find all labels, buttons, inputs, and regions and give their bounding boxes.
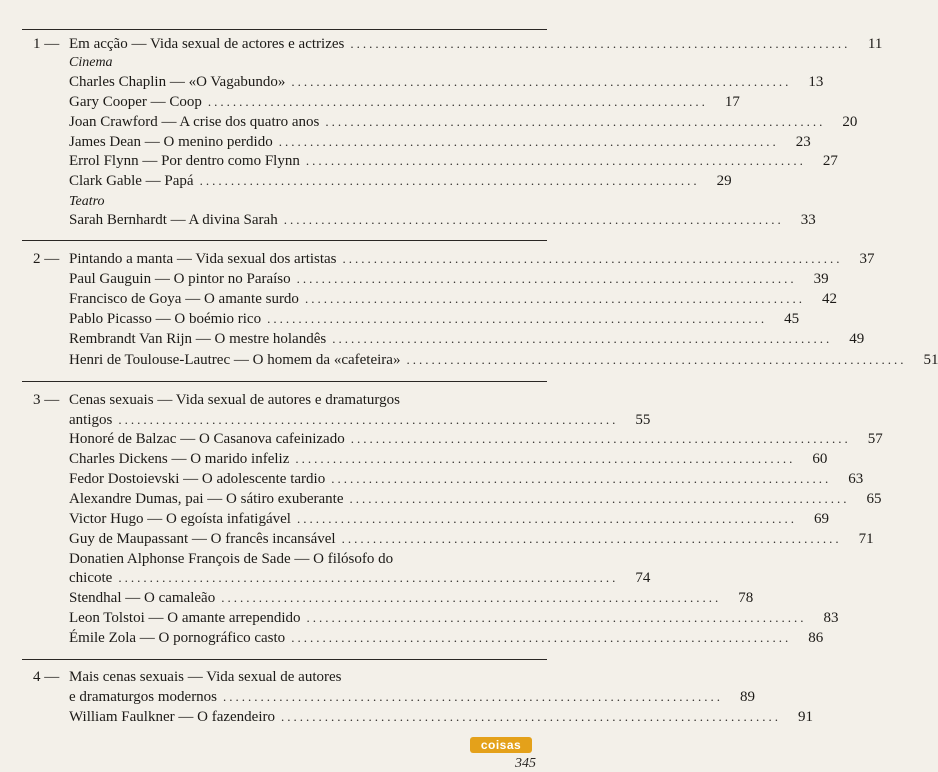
dot-leader: ................................................................................ [118,570,619,585]
toc-entry[interactable]: Paul Gauguin — O pintor no Paraíso ................................................................................ 39 [69,271,829,287]
toc-entry[interactable]: Clark Gable — Papá ................................................................................ 29 [69,173,732,189]
dot-leader: ................................................................................ [331,471,832,486]
dot-leader: ................................................................................ [349,491,850,506]
toc-entry[interactable]: Henri de Toulouse-Lautrec — O homem da «cafeteira» ................................................................................ 51 [69,352,938,368]
dot-leader: ................................................................................ [341,531,842,546]
section-number: 4 — [33,669,60,685]
section-rule [22,240,547,241]
dot-leader: ................................................................................ [118,412,619,427]
dot-leader: ................................................................................ [350,431,851,446]
dot-leader: ................................................................................ [223,689,724,704]
dot-leader: ................................................................................ [267,311,768,326]
toc-entry[interactable]: Honoré de Balzac — O Casanova cafeinizado ................................................................................ 57 [69,431,883,447]
dot-leader: ................................................................................ [207,94,708,109]
dot-leader: ................................................................................ [281,709,781,724]
dot-leader: ................................................................................ [296,271,797,286]
page-ref: 11 [867,36,883,52]
dot-leader: ................................................................................ [332,331,833,346]
section-heading [69,687,756,707]
toc-entry[interactable]: Victor Hugo — O egoísta infatigável ................................................................................ 69 [69,511,829,527]
group-label: Cinema [69,55,113,70]
toc-entry[interactable]: Sarah Bernhardt — A divina Sarah ................................................................................ 33 [69,212,816,228]
section-rule [22,659,547,660]
section-heading [69,410,651,430]
toc-entry[interactable]: Pablo Picasso — O boémio rico ................................................................................ 45 [69,311,800,327]
section-title: Pintando a manta — Vida sexual dos artistas [69,251,337,267]
toc-entry[interactable]: Fedor Dostoievski — O adolescente tardio ................................................................................ 63 [69,471,864,487]
toc-entry[interactable]: Francisco de Goya — O amante surdo ................................................................................ 42 [69,291,837,307]
toc-entry[interactable]: Charles Chaplin — «O Vagabundo» ................................................................................ 13 [69,74,824,90]
section-title-line: Cenas sexuais — Vida sexual de autores e dramaturgos [69,392,400,408]
toc-entry-line[interactable]: Donatien Alphonse François de Sade — O filósofo do [69,551,394,567]
page-ref: 37 [859,251,875,267]
toc-entry[interactable]: James Dean — O menino perdido ................................................................................ 23 [69,134,811,150]
section-title-line: Mais cenas sexuais — Vida sexual de autores [69,669,342,685]
dot-leader: ................................................................................ [296,511,797,526]
toc-entry[interactable]: Émile Zola — O pornográfico casto ................................................................................ 86 [69,630,824,646]
toc-entry[interactable]: Guy de Maupassant — O francês incansável ................................................................................ 71 [69,531,874,547]
dot-leader: ................................................................................ [221,590,722,605]
page-number: 345 [515,756,536,771]
dot-leader: ................................................................................ [306,610,807,625]
section-rule [22,381,547,382]
toc-entry[interactable]: Errol Flynn — Por dentro como Flynn ................................................................................ 27 [69,153,838,169]
dot-leader: ................................................................................ [304,291,805,306]
page-ref: 89 [740,689,756,705]
section-number: 1 — [33,36,60,52]
section-title: antigos [69,412,113,428]
toc-entry[interactable]: Rembrandt Van Rijn — O mestre holandês ................................................................................ 49 [69,331,865,347]
dot-leader: ................................................................................ [325,114,826,129]
toc-entry[interactable]: Alexandre Dumas, pai — O sátiro exuberante ................................................................................ 65 [69,491,882,507]
watermark-logo: coisas [470,737,532,753]
toc-entry[interactable]: Gary Cooper — Coop ................................................................................ 17 [69,94,740,110]
toc-entry[interactable]: Leon Tolstoi — O amante arrependido ................................................................................ 83 [69,610,839,626]
toc-entry[interactable]: Joan Crawford — A crise dos quatro anos ................................................................................ 20 [69,114,858,130]
section-title: Em acção — Vida sexual de actores e actrizes [69,36,345,52]
dot-leader: ................................................................................ [278,134,779,149]
section-title: e dramaturgos modernos [69,689,218,705]
dot-leader: ................................................................................ [291,630,792,645]
dot-leader: ................................................................................ [283,212,784,227]
toc-entry[interactable]: Charles Dickens — O marido infeliz ................................................................................ 60 [69,451,828,467]
dot-leader: ................................................................................ [291,74,792,89]
top-rule [22,29,547,30]
section-heading [69,249,875,269]
dot-leader: ................................................................................ [295,451,796,466]
toc-entry[interactable]: William Faulkner — O fazendeiro ................................................................................ 91 [69,709,813,725]
section-heading [69,34,883,54]
dot-leader: ................................................................................ [350,36,851,51]
group-label: Teatro [69,194,105,209]
dot-leader: ................................................................................ [342,251,843,266]
toc-entry[interactable]: chicote ................................................................................ 74 [69,570,651,586]
toc-entry[interactable]: Stendhal — O camaleão ................................................................................ 78 [69,590,754,606]
section-number: 2 — [33,251,60,267]
page-ref: 55 [635,412,651,428]
section-number: 3 — [33,392,60,408]
dot-leader: ................................................................................ [305,153,806,168]
dot-leader: ................................................................................ [199,173,700,188]
dot-leader: ................................................................................ [406,352,907,367]
